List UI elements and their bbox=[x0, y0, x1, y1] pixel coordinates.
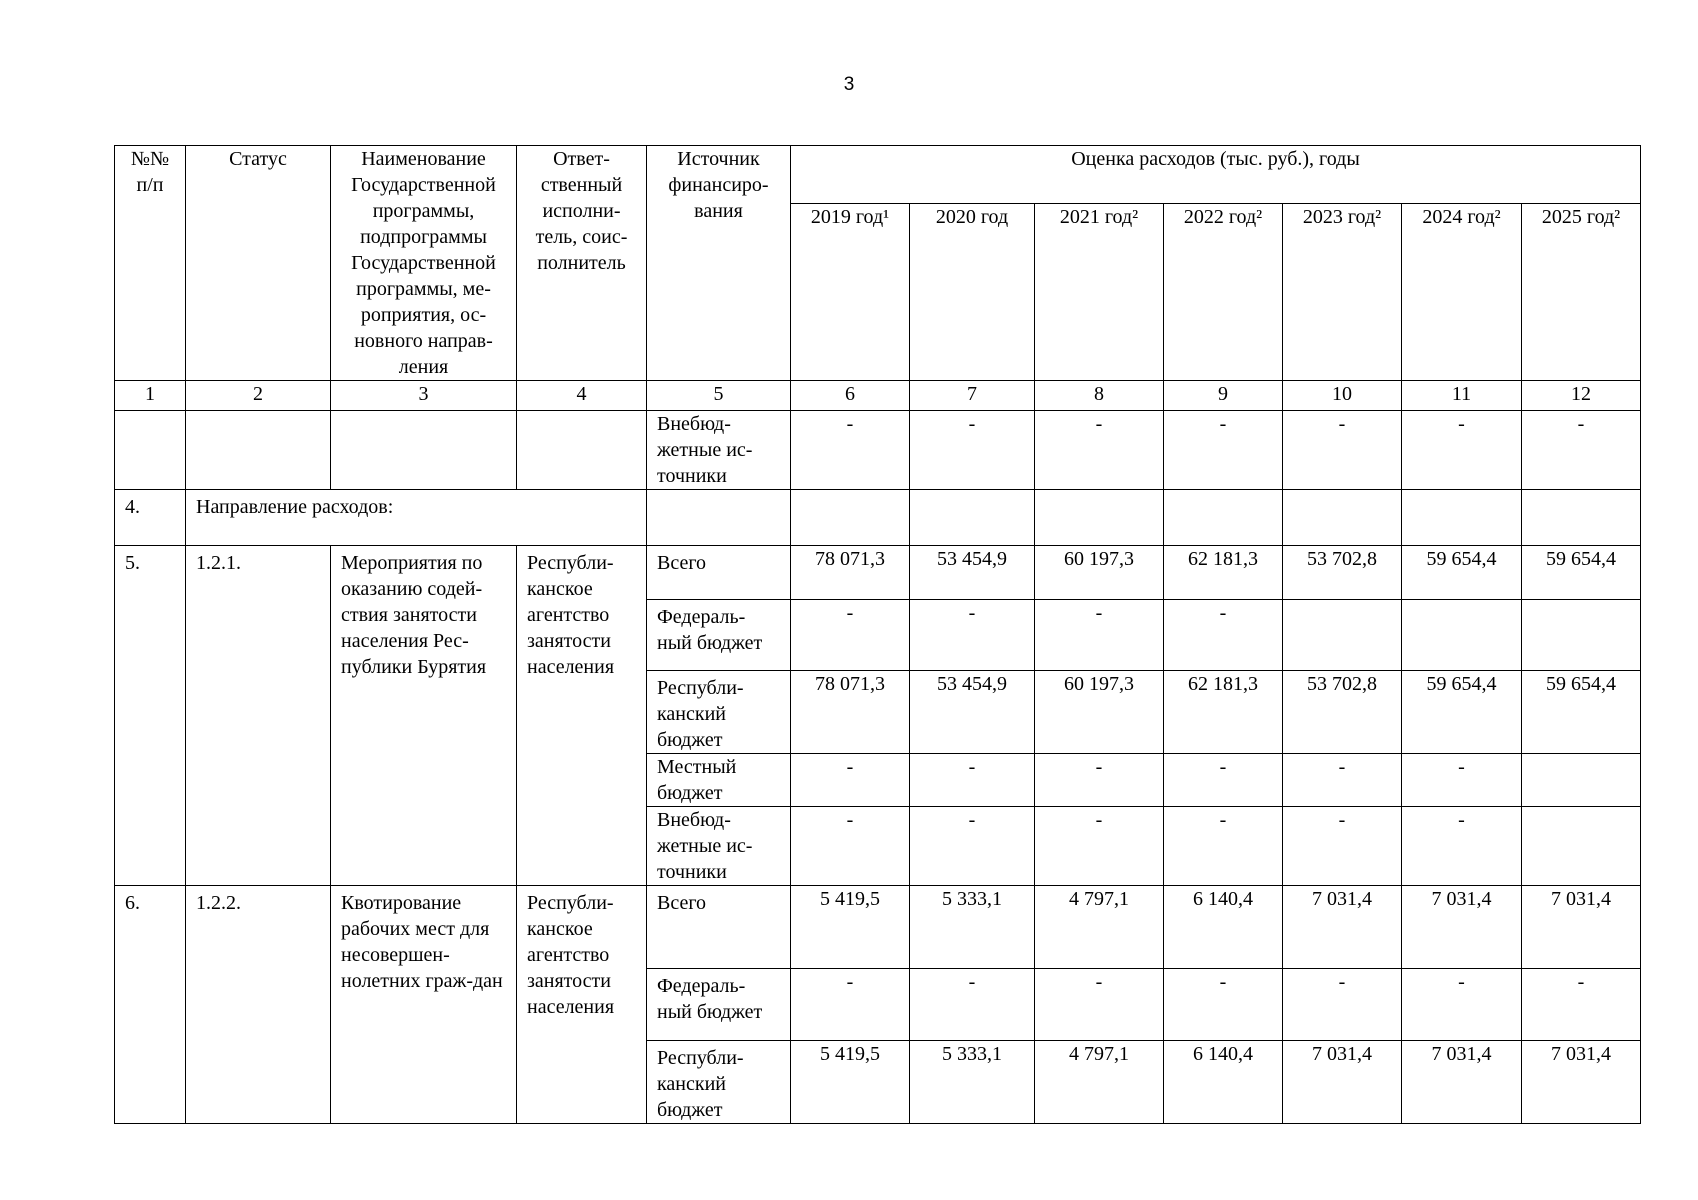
value-cell: - bbox=[791, 754, 910, 807]
value-cell: - bbox=[1402, 807, 1522, 886]
value-cell: - bbox=[1164, 411, 1283, 490]
column-number: 4 bbox=[517, 381, 647, 411]
row-number: 5. bbox=[115, 546, 186, 886]
value-cell: 7 031,4 bbox=[1283, 1041, 1402, 1124]
funding-source: Республи-канский бюджет bbox=[647, 671, 791, 754]
column-number: 7 bbox=[910, 381, 1035, 411]
value-cell bbox=[1283, 600, 1402, 671]
value-cell: 6 140,4 bbox=[1164, 886, 1283, 969]
value-cell: - bbox=[1035, 754, 1164, 807]
value-cell: - bbox=[1402, 411, 1522, 490]
value-cell: - bbox=[1035, 969, 1164, 1041]
row-name: Мероприятия по оказанию содей-ствия занятости населения Рес-публики Бурятия bbox=[331, 546, 517, 886]
value-cell: - bbox=[1164, 969, 1283, 1041]
cell-empty bbox=[647, 490, 791, 546]
value-cell: 5 419,5 bbox=[791, 886, 910, 969]
row-name: Квотирование рабочих мест для несовершен-нолетних граж-дан bbox=[331, 886, 517, 1124]
table-row bbox=[115, 886, 1641, 969]
cell-empty bbox=[186, 411, 331, 490]
funding-source: Внебюд-жетные ис-точники bbox=[647, 411, 791, 490]
value-cell: 59 654,4 bbox=[1402, 546, 1522, 600]
header-num: №№ п/п bbox=[115, 146, 186, 381]
cell-empty bbox=[517, 411, 647, 490]
column-number: 5 bbox=[647, 381, 791, 411]
page-number: 3 bbox=[843, 74, 855, 95]
value-cell: 78 071,3 bbox=[791, 546, 910, 600]
value-cell: 78 071,3 bbox=[791, 671, 910, 754]
cell-empty bbox=[1402, 490, 1522, 546]
value-cell: - bbox=[910, 754, 1035, 807]
column-number: 11 bbox=[1402, 381, 1522, 411]
value-cell: 7 031,4 bbox=[1402, 1041, 1522, 1124]
funding-source: Местный бюджет bbox=[647, 754, 791, 807]
funding-source: Всего bbox=[647, 886, 791, 969]
value-cell: 53 454,9 bbox=[910, 671, 1035, 754]
column-number: 3 bbox=[331, 381, 517, 411]
column-number: 8 bbox=[1035, 381, 1164, 411]
cell-empty bbox=[115, 411, 186, 490]
value-cell: - bbox=[1402, 969, 1522, 1041]
value-cell: 4 797,1 bbox=[1035, 886, 1164, 969]
funding-source: Федераль-ный бюджет bbox=[647, 600, 791, 671]
header-name: Наименование Государственной программы, подпрограммы Государственной программы, ме-роприятия, ос-новного направ-ления bbox=[331, 146, 517, 381]
value-cell: - bbox=[1283, 807, 1402, 886]
value-cell: 6 140,4 bbox=[1164, 1041, 1283, 1124]
funding-source: Федераль-ный бюджет bbox=[647, 969, 791, 1041]
header-year: 2024 год² bbox=[1402, 204, 1522, 381]
column-number: 9 bbox=[1164, 381, 1283, 411]
cell-empty bbox=[1035, 490, 1164, 546]
value-cell: - bbox=[1035, 411, 1164, 490]
value-cell: - bbox=[910, 807, 1035, 886]
cell-empty bbox=[910, 490, 1035, 546]
value-cell: 5 419,5 bbox=[791, 1041, 910, 1124]
header-status: Статус bbox=[186, 146, 331, 381]
value-cell: - bbox=[910, 411, 1035, 490]
value-cell: 53 702,8 bbox=[1283, 671, 1402, 754]
header-year: 2023 год² bbox=[1283, 204, 1402, 381]
column-number: 10 bbox=[1283, 381, 1402, 411]
value-cell: 5 333,1 bbox=[910, 1041, 1035, 1124]
column-number: 1 bbox=[115, 381, 186, 411]
value-cell: - bbox=[1522, 411, 1641, 490]
row-responsible: Республи-канское агентство занятости населения bbox=[517, 546, 647, 886]
cell-empty bbox=[1283, 490, 1402, 546]
cell-empty bbox=[1164, 490, 1283, 546]
expenses-table bbox=[114, 145, 1641, 1124]
row-responsible: Республи-канское агентство занятости населения bbox=[517, 886, 647, 1124]
header-source: Источник финансиро-вания bbox=[647, 146, 791, 381]
value-cell: - bbox=[1283, 969, 1402, 1041]
value-cell: 7 031,4 bbox=[1522, 1041, 1641, 1124]
value-cell: - bbox=[791, 969, 910, 1041]
header-year: 2019 год¹ bbox=[791, 204, 910, 381]
table-row bbox=[115, 411, 1641, 490]
value-cell bbox=[1522, 807, 1641, 886]
value-cell: - bbox=[910, 600, 1035, 671]
row-number: 4. bbox=[115, 490, 186, 546]
value-cell bbox=[1402, 600, 1522, 671]
funding-source: Внебюд-жетные ис-точники bbox=[647, 807, 791, 886]
value-cell: 62 181,3 bbox=[1164, 546, 1283, 600]
value-cell: 62 181,3 bbox=[1164, 671, 1283, 754]
value-cell: - bbox=[791, 411, 910, 490]
column-number: 6 bbox=[791, 381, 910, 411]
value-cell: 5 333,1 bbox=[910, 886, 1035, 969]
value-cell bbox=[1522, 754, 1641, 807]
value-cell: - bbox=[910, 969, 1035, 1041]
funding-source: Всего bbox=[647, 546, 791, 600]
value-cell: 59 654,4 bbox=[1522, 671, 1641, 754]
value-cell: - bbox=[1035, 600, 1164, 671]
table-row bbox=[115, 546, 1641, 600]
cell-empty bbox=[1522, 490, 1641, 546]
header-year: 2020 год bbox=[910, 204, 1035, 381]
value-cell: - bbox=[1164, 754, 1283, 807]
row-status: 1.2.1. bbox=[186, 546, 331, 886]
header-responsible: Ответ-ственный исполни-тель, соис-полнитель bbox=[517, 146, 647, 381]
value-cell: - bbox=[1283, 411, 1402, 490]
header-year: 2025 год² bbox=[1522, 204, 1641, 381]
value-cell: - bbox=[1164, 807, 1283, 886]
value-cell: 7 031,4 bbox=[1402, 886, 1522, 969]
header-year: 2022 год² bbox=[1164, 204, 1283, 381]
funding-source: Республи-канский бюджет bbox=[647, 1041, 791, 1124]
value-cell: - bbox=[791, 807, 910, 886]
value-cell: 7 031,4 bbox=[1283, 886, 1402, 969]
value-cell: - bbox=[1164, 600, 1283, 671]
value-cell: - bbox=[1035, 807, 1164, 886]
value-cell: 59 654,4 bbox=[1402, 671, 1522, 754]
row-number: 6. bbox=[115, 886, 186, 1124]
table-row bbox=[115, 490, 1641, 546]
header-expenses: Оценка расходов (тыс. руб.), годы bbox=[791, 146, 1641, 204]
cell-empty bbox=[791, 490, 910, 546]
column-number: 2 bbox=[186, 381, 331, 411]
value-cell: 7 031,4 bbox=[1522, 886, 1641, 969]
value-cell: 4 797,1 bbox=[1035, 1041, 1164, 1124]
cell-empty bbox=[331, 411, 517, 490]
value-cell bbox=[1522, 600, 1641, 671]
value-cell: 60 197,3 bbox=[1035, 546, 1164, 600]
value-cell: - bbox=[791, 600, 910, 671]
value-cell: 53 454,9 bbox=[910, 546, 1035, 600]
column-numbers-row bbox=[115, 381, 1641, 411]
value-cell: - bbox=[1283, 754, 1402, 807]
header-row bbox=[115, 146, 1641, 204]
value-cell: 60 197,3 bbox=[1035, 671, 1164, 754]
column-number: 12 bbox=[1522, 381, 1641, 411]
value-cell: 59 654,4 bbox=[1522, 546, 1641, 600]
value-cell: - bbox=[1522, 969, 1641, 1041]
value-cell: 53 702,8 bbox=[1283, 546, 1402, 600]
header-year: 2021 год² bbox=[1035, 204, 1164, 381]
row-status: 1.2.2. bbox=[186, 886, 331, 1124]
value-cell: - bbox=[1402, 754, 1522, 807]
section-label: Направление расходов: bbox=[186, 490, 647, 546]
